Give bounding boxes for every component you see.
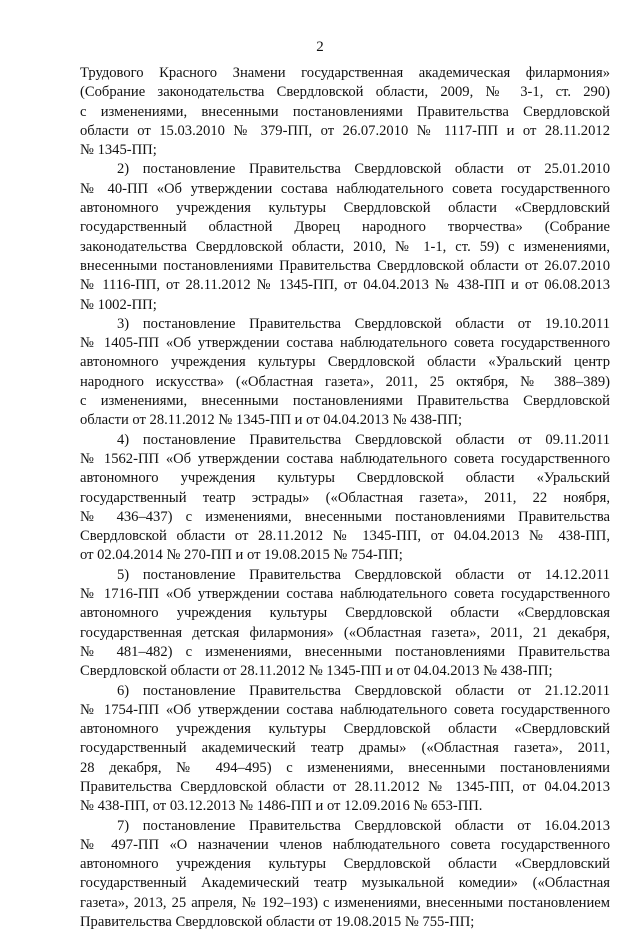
paragraph-4 <box>80 431 610 566</box>
text-line: народного искусства» («Областная газета», 2011, 25 октября, № 388–389) <box>80 373 610 390</box>
text-line: № 1754-ПП «Об утверждении состава наблюдательного совета государственного <box>80 701 610 718</box>
text-line: автономного учреждения культуры Свердловской области «Свердловский <box>80 721 610 738</box>
text-line: государственный театр эстрады» («Областная газета», 2011, 22 ноября, <box>80 489 610 506</box>
paragraph-1 <box>80 64 610 160</box>
text-line: автономного учреждения культуры Свердловской области «Свердловский <box>80 856 610 873</box>
paragraph-2 <box>80 160 610 314</box>
paragraph-7 <box>80 817 610 932</box>
text-line: № 436–437) с изменениями, внесенными постановлениями Правительства <box>80 508 610 525</box>
text-line: государственная детская филармония» («Областная газета», 2011, 21 декабря, <box>80 624 610 641</box>
text-line: № 1345-ПП; <box>80 142 157 159</box>
text-line: № 497-ПП «О назначении членов наблюдательного совета государственного <box>80 836 610 853</box>
text-line: автономного учреждения культуры Свердловской области «Уральский <box>80 470 610 487</box>
text-line: внесенными постановлениями Правительства Свердловской области от 26.07.2010 <box>80 257 610 274</box>
text-line: Трудового Красного Знамени государственная академическая филармония» <box>80 65 610 81</box>
paragraph-6 <box>80 682 610 817</box>
text-line: № 1405-ПП «Об утверждении состава наблюдательного совета государственного <box>80 335 610 352</box>
text-line: № 40-ПП «Об утверждении состава наблюдательного совета государственного <box>80 180 610 197</box>
text-line: № 438-ПП, от 03.12.2013 № 1486-ПП и от 12.09.2016 № 653-ПП. <box>80 798 483 815</box>
text-line: государственный Академический театр музыкальной комедии» («Областная <box>80 875 610 892</box>
text-line: № 481–482) с изменениями, внесенными постановлениями Правительства <box>80 643 610 660</box>
text-line: 3) постановление Правительства Свердловской области от 19.10.2011 <box>117 315 610 332</box>
text-line: законодательства Свердловской области, 2010, № 1-1, ст. 59) с изменениями, <box>80 238 610 255</box>
paragraph-3 <box>80 315 610 431</box>
text-line: 4) постановление Правительства Свердловской области от 09.11.2011 <box>117 431 610 448</box>
text-line: области от 15.03.2010 № 379-ПП, от 26.07.2010 № 1117-ПП и от 28.11.2012 <box>80 122 610 139</box>
text-line: № 1002-ПП; <box>80 296 157 313</box>
text-line: Правительства Свердловской области от 28.11.2012 № 1345-ПП, от 04.04.2013 <box>80 778 610 795</box>
text-line: № 1116-ПП, от 28.11.2012 № 1345-ПП, от 04.04.2013 № 438-ПП и от 06.08.2013 <box>80 277 610 294</box>
text-line: 6) постановление Правительства Свердловской области от 21.12.2011 <box>117 682 610 699</box>
text-line: № 1562-ПП «Об утверждении состава наблюдательного совета государственного <box>80 450 610 467</box>
text-line: области от 28.11.2012 № 1345-ПП и от 04.04.2013 № 438-ПП; <box>80 412 463 429</box>
text-line: Свердловской области от 28.11.2012 № 1345-ПП и от 04.04.2013 № 438-ПП; <box>80 663 553 680</box>
text-line: Правительства Свердловской области от 19.08.2015 № 755-ПП; <box>80 914 475 931</box>
text-line: № 1716-ПП «Об утверждении состава наблюдательного совета государственного <box>80 586 610 603</box>
text-line: Свердловской области от 28.11.2012 № 1345-ПП, от 04.04.2013 № 438-ПП, <box>80 528 610 545</box>
text-line: с изменениями, внесенными постановлениями Правительства Свердловской <box>80 103 610 120</box>
text-line: 7) постановление Правительства Свердловской области от 16.04.2013 <box>117 817 610 834</box>
text-line: государственный областной Дворец народного творчества» (Собрание <box>80 219 610 236</box>
text-line: автономного учреждения культуры Свердловской области «Свердловская <box>80 605 610 622</box>
text-line: автономного учреждения культуры Свердловской области «Свердловский <box>80 200 610 217</box>
text-line: 28 декабря, № 494–495) с изменениями, внесенными постановлениями <box>80 759 610 776</box>
text-line: газета», 2013, 25 апреля, № 192–193) с изменениями, внесенными постановлением <box>80 894 610 911</box>
paragraph-5 <box>80 566 610 682</box>
page-number: 2 <box>316 39 324 55</box>
text-line: 5) постановление Правительства Свердловской области от 14.12.2011 <box>117 566 610 583</box>
text-line: автономного учреждения культуры Свердловской области «Уральский центр <box>80 354 610 371</box>
text-line: 2) постановление Правительства Свердловской области от 25.01.2010 <box>117 161 610 178</box>
text-line: с изменениями, внесенными постановлениями Правительства Свердловской <box>80 393 610 410</box>
text-line: государственный академический театр драмы» («Областная газета», 2011, <box>80 740 610 757</box>
text-line: (Собрание законодательства Свердловской области, 2009, № 3-1, ст. 290) <box>80 84 610 101</box>
text-line: от 02.04.2014 № 270-ПП и от 19.08.2015 № 754-ПП; <box>80 547 403 564</box>
document-body <box>80 64 610 932</box>
